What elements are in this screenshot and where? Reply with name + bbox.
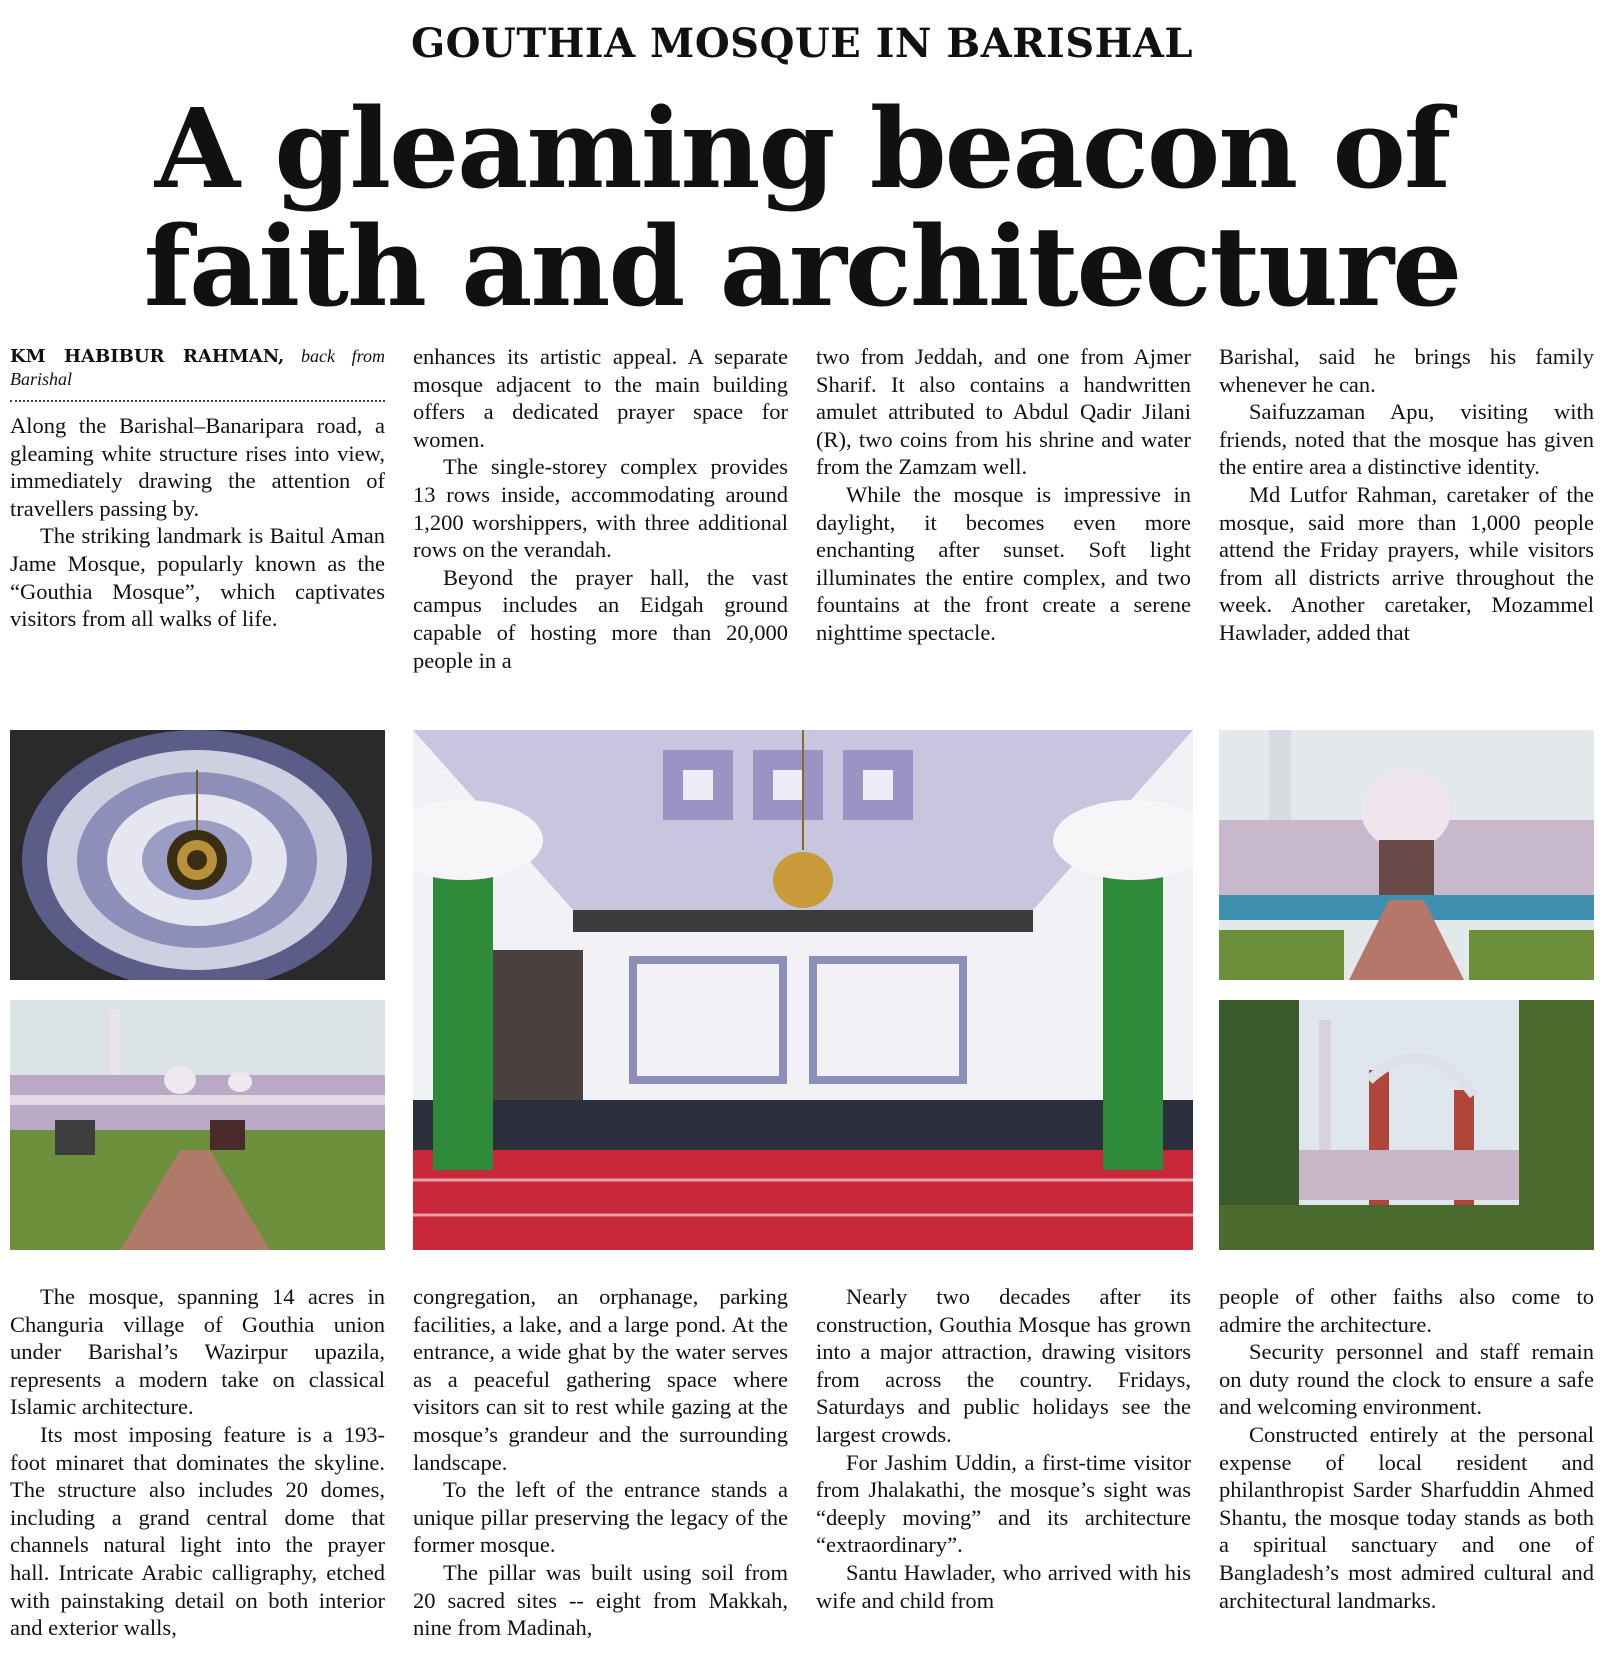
paragraph: congregation, an orphanage, parking facilities, a lake, and a large pond. At the entrance, a wide ghat by the water serves as a peaceful gathering space where visitors can sit to rest while gazing at the mosque’s grandeur and the surrounding landscape. [413,1284,788,1475]
paragraph: The single-storey complex provides 13 rows inside, accommodating around 1,200 worshippers, with three additional rows on the verandah. [413,454,788,563]
dome-interior-photo [10,730,385,980]
bottom-column-4 [1219,1283,1594,1614]
kicker: GOUTHIA MOSQUE IN BARISHAL [410,20,1194,67]
headline [0,84,1604,331]
top-column-4 [1219,343,1594,647]
bottom-column-2 [413,1283,788,1642]
headline-line-2: faith and architecture [143,202,1461,331]
paragraph: Constructed entirely at the personal expense of local resident and philanthropist Sarder Sharfuddin Ahmed Shantu, the mosque today stands as both a spiritual sanctuary and one of Bangladesh’s most admired cultural and architectural landmarks. [1219,1421,1594,1613]
byline [10,345,385,402]
paragraph: The mosque, spanning 14 acres in Changuria village of Gouthia union under Barishal’s Wazirpur upazila, represents a modern take on classical Islamic architecture. [10,1284,385,1420]
paragraph: Along the Barishal–Banaripara road, a gleaming white structure rises into view, immediately drawing the attention of travellers passing by. [10,413,385,521]
top-column-3 [816,343,1191,647]
prayer-hall-photo [413,730,1193,1250]
paragraph: Md Lutfor Rahman, caretaker of the mosque, said more than 1,000 people attend the Friday prayers, while visitors from all districts arrive throughout the week. Another caretaker, Mozammel Hawlader, added that [1219,481,1594,645]
paragraph: The striking landmark is Baitul Aman Jame Mosque, popularly known as the “Gouthia Mosque”, which captivates visitors from all walks of life. [10,523,385,632]
paragraph: Barishal, said he brings his family whenever he can. [1219,344,1594,397]
mosque-grounds-photo [10,1000,385,1250]
paragraph: While the mosque is impressive in daylight, it becomes even more enchanting after sunset. Soft light illuminates the entire complex, and two fountains at the front create a serene nighttime spectacle. [816,481,1191,645]
paragraph: The pillar was built using soil from 20 sacred sites -- eight from Makkah, nine from Madinah, [413,1559,788,1641]
paragraph: Security personnel and staff remain on duty round the clock to ensure a safe and welcoming environment. [1219,1339,1594,1420]
paragraph: people of other faiths also come to admire the architecture. [1219,1284,1594,1337]
headline-line-1: A gleaming beacon of [154,84,1450,213]
bottom-column-3 [816,1283,1191,1614]
byline-author: KM HABIBUR RAHMAN, [10,346,285,367]
paragraph: Nearly two decades after its construction, Gouthia Mosque has grown into a major attraction, drawing visitors from across the country. Fridays, Saturdays and public holidays see the largest crowds. [816,1284,1191,1447]
minaret-gate-photo [1219,1000,1594,1250]
top-column-2 [413,343,788,674]
byline-location: back from Barishal [10,346,385,389]
top-column-1 [10,345,385,633]
mosque-entrance-photo [1219,730,1594,980]
paragraph: Its most imposing feature is a 193-foot minaret that dominates the skyline. The structure also includes 20 domes, including a grand central dome that channels natural light into the prayer hall. Intricate Arabic calligraphy, etched with painstaking detail on both interior and exterior walls, [10,1421,385,1641]
paragraph: two from Jeddah, and one from Ajmer Sharif. It also contains a handwritten amulet attributed to Abdul Qadir Jilani (R), two coins from his shrine and water from the Zamzam well. [816,344,1191,480]
bottom-column-1 [10,1283,385,1642]
paragraph: Beyond the prayer hall, the vast campus includes an Eidgah ground capable of hosting more than 20,000 people in a [413,564,788,673]
paragraph: For Jashim Uddin, a first-time visitor from Jhalakathi, the mosque’s sight was “deeply moving” and its architecture “extraordinary”. [816,1449,1191,1558]
paragraph: Santu Hawlader, who arrived with his wife and child from [816,1559,1191,1613]
paragraph: To the left of the entrance stands a unique pillar preserving the legacy of the former mosque. [413,1477,788,1558]
paragraph: enhances its artistic appeal. A separate mosque adjacent to the main building offers a dedicated prayer space for women. [413,344,788,452]
paragraph: Saifuzzaman Apu, visiting with friends, noted that the mosque has given the entire area a distinctive identity. [1219,399,1594,480]
